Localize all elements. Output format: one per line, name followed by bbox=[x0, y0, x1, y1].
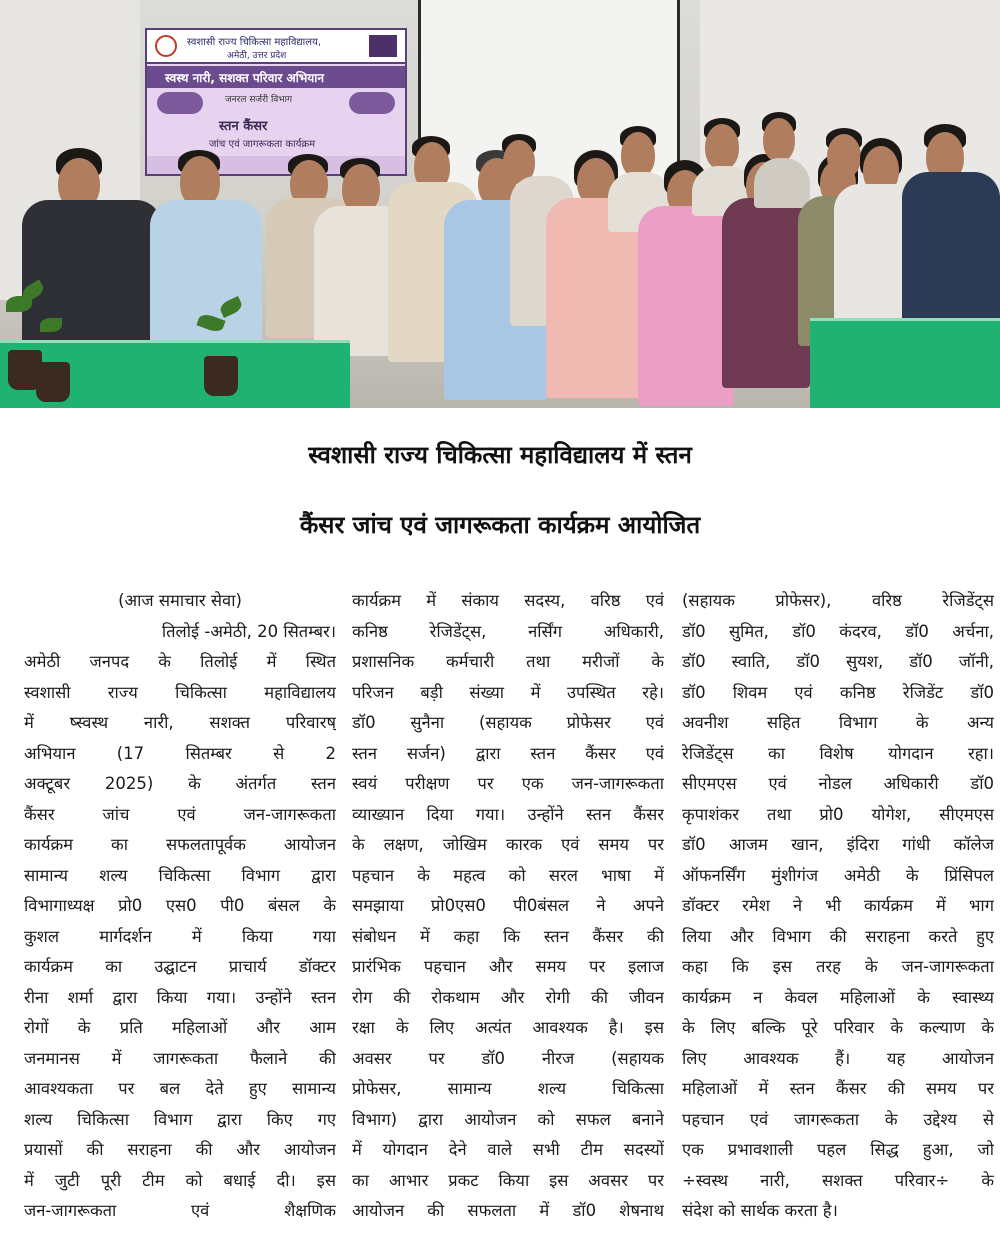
article-line: विभाग) द्वारा आयोजन को सफल बनाने bbox=[352, 1109, 664, 1129]
article-line: कृपाशंकर तथा प्रो0 योगेश, सीएमएस bbox=[682, 804, 994, 824]
article-line: में जुटी पूरी टीम को बधाई दी। इस bbox=[24, 1170, 336, 1190]
article-line: में योगदान देने वाले सभी टीम सदस्यों bbox=[352, 1140, 664, 1159]
article-line: अक्टूबर 2025) के अंतर्गत स्तन bbox=[24, 774, 336, 793]
article-line: कहा कि इस तरह के जन-जागरूकता bbox=[682, 957, 994, 976]
article-line: पहचान एवं जागरूकता के उद्देश्य से bbox=[682, 1109, 994, 1129]
article-line: के लिए बल्कि पूरे परिवार के कल्याण के bbox=[682, 1018, 994, 1037]
banner-badge bbox=[157, 92, 203, 114]
article-line: रक्षा के लिए अत्यंत आवश्यक है। इस bbox=[352, 1018, 664, 1037]
banner-badge bbox=[349, 92, 395, 114]
article-line: (सहायक प्रोफेसर), वरिष्ठ रेजिडेंट्स bbox=[682, 591, 994, 610]
article-line: संदेश को सार्थक करता है। bbox=[682, 1201, 838, 1220]
article-line: शल्य चिकित्सा विभाग द्वारा किए गए bbox=[24, 1109, 336, 1129]
article-line: डॉ0 आजम खान, इंदिरा गांधी कॉलेज bbox=[682, 835, 994, 854]
plant-pot-icon bbox=[204, 356, 238, 396]
banner-subtitle: जांच एवं जागरूकता कार्यक्रम bbox=[209, 139, 316, 150]
article-line: कार्यक्रम का सफलतापूर्वक आयोजन bbox=[24, 835, 336, 854]
article-line: का आभार प्रकट किया इस अवसर पर bbox=[352, 1170, 664, 1190]
banner-title: स्तन कैंसर bbox=[219, 119, 268, 134]
article-line: कनिष्ठ रेजिडेंट्स, नर्सिंग अधिकारी, bbox=[352, 621, 664, 641]
article-line: अमेठी जनपद के तिलोई में स्थित bbox=[24, 652, 336, 671]
article-line: रोगों के प्रति महिलाओं और आम bbox=[24, 1018, 336, 1037]
article-line: आयोजन की सफलता में डॉ0 शेषनाथ bbox=[352, 1201, 664, 1220]
article-line: रोग की रोकथाम और रोगी की जीवन bbox=[352, 987, 664, 1007]
article-line: एक प्रभावशाली पहल सिद्ध हुआ, जो bbox=[682, 1140, 994, 1159]
article-line: कार्यक्रम में संकाय सदस्य, वरिष्ठ एवं bbox=[352, 591, 664, 610]
article-line: सीएमएस एवं नोडल अधिकारी डॉ0 bbox=[682, 774, 994, 793]
headline-line-1: स्वशासी राज्य चिकित्सा महाविद्यालय में स्तन bbox=[308, 441, 692, 469]
article-line: विभागाध्यक्ष प्रो0 एस0 पी0 बंसल के bbox=[24, 896, 336, 915]
article-line: डॉ0 स्वाति, डॉ0 सुयश, डॉ0 जॉनी, bbox=[682, 652, 994, 671]
article-column-1 bbox=[24, 586, 336, 1227]
article-line: प्रयासों की सराहना की और आयोजन bbox=[24, 1140, 336, 1159]
article-line: अवनीश सहित विभाग के अन्य bbox=[682, 713, 994, 732]
article-line: प्रशासनिक कर्मचारी तथा मरीजों के bbox=[352, 652, 664, 671]
leaf-icon bbox=[40, 318, 62, 332]
article-line: रेजिडेंट्स का विशेष योगदान रहा। bbox=[682, 743, 994, 763]
article-line: रीना शर्मा द्वारा किया गया। उन्होंने स्तन bbox=[24, 987, 336, 1007]
article-line: (आज समाचार सेवा) bbox=[118, 591, 242, 610]
article-line: जनमानस में जागरूकता फैलाने की bbox=[24, 1048, 336, 1068]
article-line: में ष्स्वस्थ नारी, सशक्त परिवारष् bbox=[24, 713, 336, 732]
article-line: लिया और विभाग की सराहना करते हुए bbox=[682, 926, 994, 946]
article-line: व्याख्यान दिया गया। उन्होंने स्तन कैंसर bbox=[352, 804, 664, 824]
article-line: कुशल मार्गदर्शन में किया गया bbox=[24, 926, 336, 946]
article-line: आवश्यकता पर बल देते हुए सामान्य bbox=[24, 1079, 336, 1098]
article-line: कार्यक्रम न केवल महिलाओं के स्वास्थ्य bbox=[682, 987, 994, 1007]
article-line: स्वशासी राज्य चिकित्सा महाविद्यालय bbox=[24, 682, 336, 702]
article-line: कार्यक्रम का उद्घाटन प्राचार्य डॉक्टर bbox=[24, 957, 336, 976]
banner-location: अमेठी, उत्तर प्रदेश bbox=[227, 51, 287, 61]
article-line: डॉ0 सुनैना (सहायक प्रोफेसर एवं bbox=[352, 713, 664, 732]
banner-college-name: स्वशासी राज्य चिकित्सा महाविद्यालय, bbox=[187, 37, 322, 48]
article-line: पहचान के महत्व को सरल भाषा में bbox=[352, 865, 664, 885]
article-line: के लक्षण, जोखिम कारक एवं समय पर bbox=[352, 835, 664, 854]
article-line: डॉ0 सुमित, डॉ0 कंदरव, डॉ0 अर्चना, bbox=[682, 621, 994, 641]
campaign-logo-icon bbox=[369, 35, 397, 57]
article-line: कैंसर जांच एवं जन-जागरूकता bbox=[24, 804, 336, 824]
article-line: तिलोई -अमेठी, 20 सितम्बर। bbox=[161, 621, 336, 641]
group-photo bbox=[0, 0, 1000, 408]
article-line: स्वयं परीक्षण पर एक जन-जागरूकता bbox=[352, 774, 664, 793]
article-line: लिए आवश्यक हैं। यह आयोजन bbox=[682, 1048, 994, 1068]
college-logo-icon bbox=[155, 35, 177, 57]
article-line: संबोधन में कहा कि स्तन कैंसर की bbox=[352, 926, 664, 946]
article-column-3 bbox=[682, 586, 994, 1227]
headline-line-2: कैंसर जांच एवं जागरूकता कार्यक्रम आयोजित bbox=[299, 511, 701, 539]
article-line: समझाया प्रो0एस0 पी0बंसल ने अपने bbox=[352, 896, 664, 915]
article-line: प्रारंभिक पहचान और समय पर इलाज bbox=[352, 957, 664, 976]
article-line: जन-जागरूकता एवं शैक्षणिक bbox=[24, 1201, 336, 1220]
green-table bbox=[810, 318, 1000, 408]
article-line: सामान्य शल्य चिकित्सा विभाग द्वारा bbox=[24, 865, 336, 885]
article-line: ऑफनर्सिंग मुंशीगंज अमेठी के प्रिंसिपल bbox=[682, 865, 994, 885]
article-line: स्तन सर्जन) द्वारा स्तन कैंसर एवं bbox=[352, 743, 664, 763]
article-line: डॉ0 शिवम एवं कनिष्ठ रेजिडेंट डॉ0 bbox=[682, 682, 994, 702]
article-line: महिलाओं में स्तन कैंसर की समय पर bbox=[682, 1079, 994, 1098]
plant-pot-icon bbox=[36, 362, 70, 402]
article-line: डॉक्टर रमेश ने भी कार्यक्रम में भाग bbox=[682, 896, 994, 915]
banner-department: जनरल सर्जरी विभाग bbox=[225, 95, 293, 105]
article-line: ÷स्वस्थ नारी, सशक्त परिवार÷ के bbox=[682, 1170, 994, 1190]
banner-campaign: स्वस्थ नारी, सशक्त परिवार अभियान bbox=[165, 71, 324, 85]
article-line: अभियान (17 सितम्बर से 2 bbox=[24, 743, 336, 763]
article-line: प्रोफेसर, सामान्य शल्य चिकित्सा bbox=[352, 1079, 664, 1098]
article-line: परिजन बड़ी संख्या में उपस्थित रहे। bbox=[352, 682, 664, 702]
article-column-2 bbox=[352, 586, 664, 1227]
article-line: अवसर पर डॉ0 नीरज (सहायक bbox=[352, 1048, 664, 1068]
